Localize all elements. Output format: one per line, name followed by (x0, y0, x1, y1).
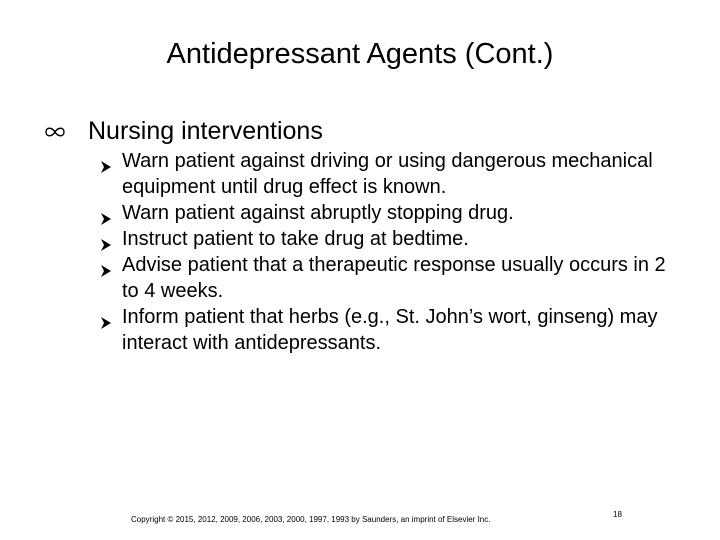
sub-bullet-text: Warn patient against abruptly stopping drug. (122, 202, 514, 224)
sub-bullet-list (100, 148, 680, 356)
sub-bullet-item (100, 252, 680, 304)
sub-bullet-text: Warn patient against driving or using dangerous mechanical equipment until drug effect is known. (122, 150, 653, 198)
sub-bullet-item (100, 304, 680, 356)
sub-bullet-text: Inform patient that herbs (e.g., St. John’s wort, ginseng) may interact with antidepressants. (122, 306, 658, 354)
arrowhead-bullet-icon (100, 207, 112, 221)
footer-page-number: 18 (613, 510, 622, 519)
arrowhead-bullet-icon (100, 155, 112, 169)
infinity-icon (44, 125, 66, 139)
arrowhead-bullet-icon (100, 259, 112, 273)
sub-bullet-text: Instruct patient to take drug at bedtime. (122, 228, 469, 250)
main-bullet-label: Nursing interventions (88, 117, 323, 145)
footer-copyright: Copyright © 2015, 2012, 2009, 2006, 2003, 2000, 1997, 1993 by Saunders, an imprint of Elsevier Inc. (131, 515, 491, 524)
sub-bullet-item (100, 148, 680, 200)
sub-bullet-text: Advise patient that a therapeutic response usually occurs in 2 to 4 weeks. (122, 254, 666, 302)
sub-bullet-item (100, 226, 680, 252)
arrowhead-bullet-icon (100, 311, 112, 325)
slide-title: Antidepressant Agents (Cont.) (166, 38, 554, 70)
sub-bullet-item (100, 200, 680, 226)
main-bullet-nursing-interventions (38, 114, 688, 148)
arrowhead-bullet-icon (100, 233, 112, 247)
